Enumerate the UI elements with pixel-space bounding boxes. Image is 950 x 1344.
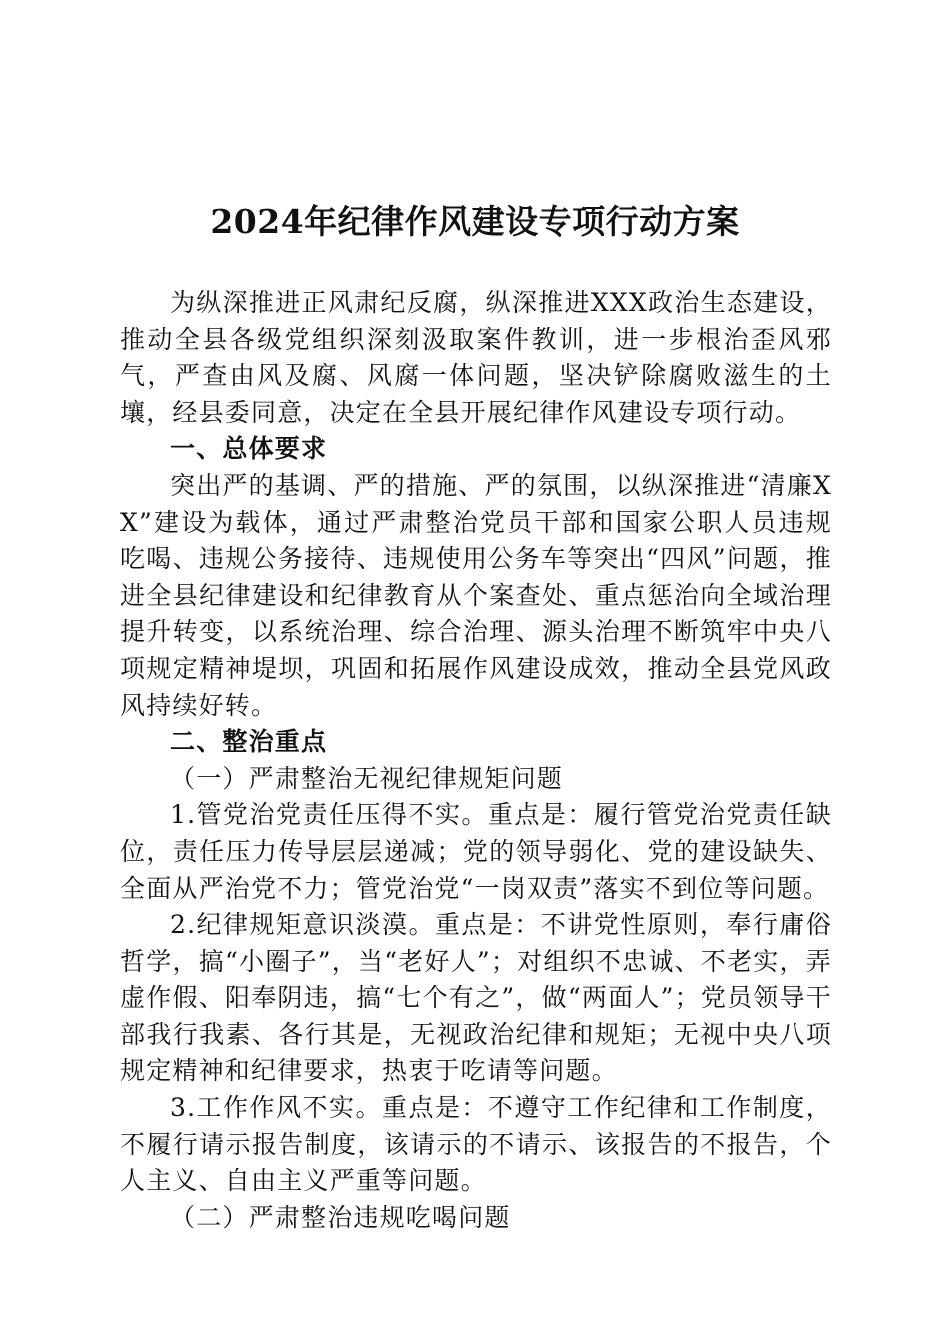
section-heading-key-rectification: 二、整治重点 xyxy=(170,727,328,757)
intro-paragraph: 为纵深推进正风肃纪反腐，纵深推进XXX政治生态建设，推动全县各级党组织深刻汲取案件教训，进一步根治歪风邪气，严查由风及腐、风腐一体问题，坚决铲除腐败滋生的土壤，经县委同意，决定在全县开展纪律作风建设专项行动。 xyxy=(120,288,832,427)
item-paragraph-1: 1.管党治党责任压得不实。重点是：履行管党治党责任缺位，责任压力传导层层递减；党的领导弱化、党的建设缺失、全面从严治党不力；管党治党“一岗双责”落实不到位等问题。 xyxy=(120,800,832,903)
section-heading-general-requirements: 一、总体要求 xyxy=(170,434,328,464)
item-paragraph-3: 3.工作作风不实。重点是：不遵守工作纪律和工作制度，不履行请示报告制度，该请示的不请示、该报告的不报告，个人主义、自由主义严重等问题。 xyxy=(120,1093,832,1196)
item-paragraph-2: 2.纪律规矩意识淡漠。重点是：不讲党性原则，奉行庸俗哲学，搞“小圈子”，当“老好人”；对组织不忠诚、不老实，弄虚作假、阳奉阴违，搞“七个有之”，做“两面人”；党员领导干部我行我素、各行其是，无视政治纪律和规矩；无视中央八项规定精神和纪律要求，热衷于吃请等问题。 xyxy=(120,910,832,1086)
document-body xyxy=(120,285,832,1236)
subsection-heading-dining: （二）严肃整治违规吃喝问题 xyxy=(170,1202,511,1232)
document-title: 2024年纪律作风建设专项行动方案 xyxy=(210,202,740,241)
subsection-heading-discipline: （一）严肃整治无视纪律规矩问题 xyxy=(170,763,564,793)
general-requirements-paragraph: 突出严的基调、严的措施、严的氛围，以纵深推进“清廉XX”建设为载体，通过严肃整治党员干部和国家公职人员违规吃喝、违规公务接待、违规使用公务车等突出“四风”问题，推进全县纪律建设和纪律教育从个案查处、重点惩治向全域治理提升转变，以系统治理、综合治理、源头治理不断筑牢中央八项规定精神堤坝，巩固和拓展作风建设成效，推动全县党风政风持续好转。 xyxy=(120,470,832,720)
